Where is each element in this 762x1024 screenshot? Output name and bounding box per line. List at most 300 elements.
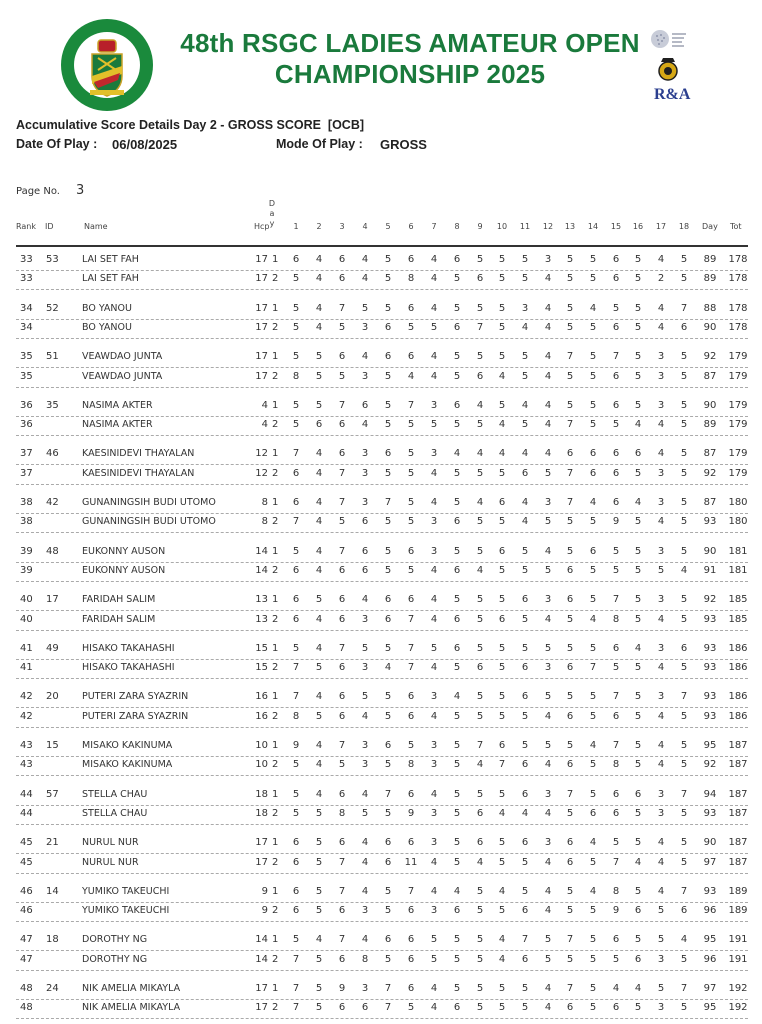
day-total-cell: 94: [703, 789, 717, 800]
hole-score-cell: 11: [404, 857, 418, 868]
col-header-hole: 11: [519, 222, 531, 231]
hole-score-cell: 5: [680, 273, 688, 284]
hole-score-cell: 4: [657, 886, 665, 897]
hcp-cell: 10: [255, 740, 268, 751]
hole-score-cell: 6: [498, 614, 506, 625]
hole-score-cell: 5: [384, 643, 392, 654]
hole-score-cell: 4: [544, 322, 552, 333]
hole-score-cell: 5: [384, 546, 392, 557]
hole-score-cell: 5: [634, 808, 642, 819]
score-row: [16, 659, 748, 679]
hole-score-cell: 4: [498, 954, 506, 965]
hole-score-cell: 3: [361, 497, 369, 508]
player-name-cell: DOROTHY NG: [82, 934, 148, 945]
hole-score-cell: 4: [544, 857, 552, 868]
hole-score-cell: 5: [407, 740, 415, 751]
hole-score-cell: 5: [453, 546, 461, 557]
hole-score-cell: 3: [657, 789, 665, 800]
hole-score-cell: 5: [315, 662, 323, 673]
hole-score-cell: 6: [292, 837, 300, 848]
hole-score-cell: 7: [338, 497, 346, 508]
hole-score-cell: 6: [476, 662, 484, 673]
round-day-cell: 2: [272, 905, 279, 916]
hole-score-cell: 5: [384, 273, 392, 284]
hole-score-cell: 5: [657, 905, 665, 916]
round-day-cell: 2: [272, 711, 279, 722]
hole-score-cell: 6: [453, 1002, 461, 1013]
hole-score-cell: 4: [430, 273, 438, 284]
hole-score-cell: 5: [589, 400, 597, 411]
hole-score-cell: 6: [338, 614, 346, 625]
hole-score-cell: 6: [338, 1002, 346, 1013]
hole-score-cell: 5: [680, 419, 688, 430]
day-total-cell: 96: [703, 954, 717, 965]
hole-score-cell: 4: [430, 662, 438, 673]
hole-score-cell: 4: [498, 934, 506, 945]
hole-score-cell: 5: [453, 419, 461, 430]
day-total-cell: 93: [703, 886, 717, 897]
hole-score-cell: 4: [315, 516, 323, 527]
hole-score-cell: 5: [589, 934, 597, 945]
score-row: [16, 640, 748, 660]
player-name-cell: DOROTHY NG: [82, 954, 148, 965]
hole-score-cell: 3: [657, 351, 665, 362]
hole-score-cell: 3: [361, 468, 369, 479]
hole-score-cell: 5: [566, 886, 574, 897]
hole-score-cell: 4: [315, 643, 323, 654]
hole-score-cell: 5: [384, 468, 392, 479]
overall-total-cell: 191: [728, 954, 748, 965]
player-id-cell: 24: [46, 983, 59, 994]
player-id-cell: 46: [46, 448, 59, 459]
hole-score-cell: 5: [612, 662, 620, 673]
hole-score-cell: 5: [384, 886, 392, 897]
hole-score-cell: 4: [430, 468, 438, 479]
hcp-cell: 13: [255, 594, 268, 605]
hole-score-cell: 5: [566, 808, 574, 819]
player-id-cell: 20: [46, 691, 59, 702]
hole-score-cell: 5: [589, 1002, 597, 1013]
hole-score-cell: 5: [566, 322, 574, 333]
overall-total-cell: 179: [728, 400, 748, 411]
player-name-cell: LAI SET FAH: [82, 254, 139, 265]
hole-score-cell: 7: [384, 497, 392, 508]
hole-score-cell: 5: [315, 905, 323, 916]
hole-score-cell: 3: [657, 1002, 665, 1013]
hole-score-cell: 5: [384, 254, 392, 265]
hole-score-cell: 6: [292, 594, 300, 605]
rank-cell: 43: [20, 740, 33, 751]
hole-score-cell: 5: [476, 419, 484, 430]
hole-score-cell: 5: [680, 254, 688, 265]
hcp-cell: 14: [255, 546, 268, 557]
hole-score-cell: 8: [612, 759, 620, 770]
rank-cell: 39: [20, 546, 33, 557]
hole-score-cell: 6: [338, 419, 346, 430]
hole-score-cell: 6: [384, 837, 392, 848]
hole-score-cell: 4: [430, 711, 438, 722]
rank-cell: 42: [20, 711, 33, 722]
hole-score-cell: 5: [315, 808, 323, 819]
hole-score-cell: 3: [430, 448, 438, 459]
hole-score-cell: 5: [384, 516, 392, 527]
col-header-day: Day: [702, 222, 718, 231]
hole-score-cell: 6: [634, 448, 642, 459]
hole-score-cell: 7: [292, 954, 300, 965]
day-total-cell: 92: [703, 594, 717, 605]
hole-score-cell: 5: [384, 691, 392, 702]
hole-score-cell: 6: [338, 837, 346, 848]
hole-score-cell: 4: [315, 614, 323, 625]
hole-score-cell: 6: [612, 371, 620, 382]
score-row: [16, 465, 748, 485]
hole-score-cell: 6: [292, 565, 300, 576]
hole-score-cell: 5: [566, 516, 574, 527]
round-day-cell: 2: [272, 857, 279, 868]
hole-score-cell: 5: [292, 789, 300, 800]
hole-score-cell: 6: [453, 254, 461, 265]
date-of-play-label: Date Of Play :: [16, 137, 98, 151]
hcp-cell: 15: [255, 662, 268, 673]
hole-score-cell: 5: [384, 371, 392, 382]
hole-score-cell: 5: [315, 857, 323, 868]
hcp-cell: 14: [255, 954, 268, 965]
day-total-cell: 96: [703, 905, 717, 916]
hole-score-cell: 5: [498, 468, 506, 479]
score-row: [16, 999, 748, 1019]
round-day-cell: 1: [272, 643, 279, 654]
hole-score-cell: 4: [315, 934, 323, 945]
hole-score-cell: 4: [498, 371, 506, 382]
player-name-cell: BO YANOU: [82, 303, 132, 314]
hole-score-cell: 4: [680, 934, 688, 945]
hole-score-cell: 3: [657, 954, 665, 965]
day-total-cell: 95: [703, 1002, 717, 1013]
rank-cell: 46: [20, 886, 33, 897]
hole-score-cell: 4: [498, 808, 506, 819]
day-total-cell: 97: [703, 983, 717, 994]
hole-score-cell: 6: [453, 643, 461, 654]
hole-score-cell: 7: [589, 662, 597, 673]
hole-score-cell: 7: [407, 400, 415, 411]
col-header-hole: 15: [610, 222, 622, 231]
hole-score-cell: 6: [338, 273, 346, 284]
col-header-name: Name: [84, 222, 108, 231]
overall-total-cell: 192: [728, 983, 748, 994]
hole-score-cell: 7: [338, 643, 346, 654]
overall-total-cell: 178: [728, 303, 748, 314]
hole-score-cell: 5: [589, 691, 597, 702]
hole-score-cell: 3: [657, 468, 665, 479]
overall-total-cell: 179: [728, 371, 748, 382]
hole-score-cell: 7: [566, 419, 574, 430]
hole-score-cell: 5: [430, 322, 438, 333]
hole-score-cell: 5: [680, 759, 688, 770]
hole-score-cell: 5: [476, 789, 484, 800]
hole-score-cell: 3: [657, 546, 665, 557]
hole-score-cell: 4: [361, 837, 369, 848]
player-id-cell: 48: [46, 546, 59, 557]
hole-score-cell: 3: [657, 691, 665, 702]
hole-score-cell: 4: [315, 740, 323, 751]
hole-score-cell: 4: [589, 497, 597, 508]
hole-score-cell: 7: [612, 857, 620, 868]
overall-total-cell: 185: [728, 594, 748, 605]
player-name-cell: KAESINIDEVI THAYALAN: [82, 448, 195, 459]
round-day-cell: 2: [272, 468, 279, 479]
hole-score-cell: 5: [634, 1002, 642, 1013]
hole-score-cell: 4: [315, 691, 323, 702]
hole-score-cell: 6: [407, 789, 415, 800]
hole-score-cell: 6: [612, 273, 620, 284]
hole-score-cell: 6: [521, 905, 529, 916]
hole-score-cell: 5: [680, 351, 688, 362]
hole-score-cell: 7: [292, 516, 300, 527]
wagr-logo: [650, 28, 690, 50]
hole-score-cell: 6: [407, 254, 415, 265]
player-name-cell: KAESINIDEVI THAYALAN: [82, 468, 195, 479]
hole-score-cell: 6: [453, 322, 461, 333]
hole-score-cell: 3: [361, 614, 369, 625]
hole-score-cell: 3: [544, 789, 552, 800]
hole-score-cell: 4: [544, 1002, 552, 1013]
hole-score-cell: 5: [292, 419, 300, 430]
score-row: [16, 251, 748, 271]
hole-score-cell: 4: [521, 448, 529, 459]
hole-score-cell: 3: [657, 643, 665, 654]
hole-score-cell: 4: [589, 614, 597, 625]
round-day-cell: 1: [272, 789, 279, 800]
hole-score-cell: 5: [498, 711, 506, 722]
hole-score-cell: 5: [292, 322, 300, 333]
hcp-cell: 17: [255, 254, 268, 265]
hole-score-cell: 5: [430, 643, 438, 654]
hole-score-cell: 3: [430, 691, 438, 702]
hole-score-cell: 4: [315, 322, 323, 333]
player-id-cell: 35: [46, 400, 59, 411]
hole-score-cell: 5: [315, 711, 323, 722]
rank-cell: 36: [20, 400, 33, 411]
day-total-cell: 92: [703, 759, 717, 770]
round-day-cell: 2: [272, 662, 279, 673]
col-header-hole: 8: [454, 222, 460, 231]
hole-score-cell: 7: [680, 983, 688, 994]
hole-score-cell: 4: [544, 886, 552, 897]
col-header-tot: Tot: [730, 222, 742, 231]
hole-score-cell: 5: [521, 546, 529, 557]
hole-score-cell: 4: [384, 662, 392, 673]
overall-total-cell: 181: [728, 565, 748, 576]
score-row: [16, 951, 748, 971]
hole-score-cell: 5: [589, 322, 597, 333]
col-header-id: ID: [45, 222, 54, 231]
score-row: [16, 591, 748, 611]
hole-score-cell: 3: [657, 400, 665, 411]
hole-score-cell: 5: [521, 614, 529, 625]
hole-score-cell: 6: [407, 546, 415, 557]
hole-score-cell: 3: [430, 400, 438, 411]
hole-score-cell: 5: [476, 614, 484, 625]
hole-score-cell: 3: [361, 905, 369, 916]
hole-score-cell: 5: [407, 497, 415, 508]
day-total-cell: 87: [703, 371, 717, 382]
hole-score-cell: 6: [612, 254, 620, 265]
hcp-cell: 17: [255, 303, 268, 314]
hole-score-cell: 4: [361, 857, 369, 868]
hole-score-cell: 7: [384, 789, 392, 800]
hole-score-cell: 5: [657, 934, 665, 945]
hole-score-cell: 6: [361, 565, 369, 576]
day-total-cell: 92: [703, 468, 717, 479]
hole-score-cell: 7: [338, 740, 346, 751]
hole-score-cell: 5: [589, 905, 597, 916]
hcp-cell: 17: [255, 273, 268, 284]
player-name-cell: NIK AMELIA MIKAYLA: [82, 1002, 181, 1013]
hole-score-cell: 5: [521, 254, 529, 265]
hole-score-cell: 4: [544, 759, 552, 770]
hole-score-cell: 5: [566, 400, 574, 411]
hole-score-cell: 5: [544, 565, 552, 576]
hcp-cell: 10: [255, 759, 268, 770]
day-letter: y: [269, 219, 275, 228]
hole-score-cell: 6: [407, 691, 415, 702]
hole-score-cell: 7: [338, 886, 346, 897]
round-day-cell: 2: [272, 419, 279, 430]
hole-score-cell: 4: [612, 983, 620, 994]
hole-score-cell: 4: [657, 614, 665, 625]
hcp-cell: 16: [255, 711, 268, 722]
hole-score-cell: 5: [521, 886, 529, 897]
hole-score-cell: 5: [407, 322, 415, 333]
hole-score-cell: 7: [566, 351, 574, 362]
hole-score-cell: 3: [430, 740, 438, 751]
rank-cell: 39: [20, 565, 33, 576]
hole-score-cell: 4: [476, 759, 484, 770]
hole-score-cell: 4: [544, 711, 552, 722]
hole-score-cell: 5: [544, 934, 552, 945]
hole-score-cell: 5: [384, 808, 392, 819]
hole-score-cell: 4: [453, 691, 461, 702]
hole-score-cell: 4: [476, 497, 484, 508]
hole-score-cell: 7: [498, 759, 506, 770]
hole-score-cell: 5: [453, 711, 461, 722]
score-row: [16, 397, 748, 417]
score-row: [16, 786, 748, 806]
hole-score-cell: 5: [498, 691, 506, 702]
hole-score-cell: 5: [476, 905, 484, 916]
overall-total-cell: 191: [728, 934, 748, 945]
hole-score-cell: 4: [430, 497, 438, 508]
player-name-cell: HISAKO TAKAHASHI: [82, 643, 175, 654]
hole-score-cell: 6: [315, 419, 323, 430]
hole-score-cell: 5: [589, 351, 597, 362]
hole-score-cell: 4: [430, 594, 438, 605]
hole-score-cell: 4: [544, 546, 552, 557]
rank-cell: 33: [20, 273, 33, 284]
hole-score-cell: 3: [361, 740, 369, 751]
hole-score-cell: 5: [544, 691, 552, 702]
hole-score-cell: 3: [361, 371, 369, 382]
hole-score-cell: 6: [566, 837, 574, 848]
hole-score-cell: 4: [544, 400, 552, 411]
hole-score-cell: 6: [589, 546, 597, 557]
hole-score-cell: 4: [361, 419, 369, 430]
overall-total-cell: 180: [728, 497, 748, 508]
hole-score-cell: 7: [476, 322, 484, 333]
hole-score-cell: 7: [407, 643, 415, 654]
hole-score-cell: 5: [521, 419, 529, 430]
score-row: [16, 902, 748, 922]
rank-cell: 48: [20, 983, 33, 994]
hole-score-cell: 5: [566, 371, 574, 382]
hole-score-cell: 9: [612, 516, 620, 527]
hole-score-cell: 4: [476, 565, 484, 576]
player-name-cell: VEAWDAO JUNTA: [82, 351, 163, 362]
hole-score-cell: 5: [430, 934, 438, 945]
hole-score-cell: 6: [338, 594, 346, 605]
col-header-hole: 16: [632, 222, 644, 231]
page-number-value: 3: [76, 183, 85, 198]
score-row: [16, 834, 748, 854]
hole-score-cell: 5: [498, 837, 506, 848]
hole-score-cell: 5: [453, 934, 461, 945]
hole-score-cell: 6: [521, 837, 529, 848]
overall-total-cell: 186: [728, 662, 748, 673]
hole-score-cell: 6: [612, 711, 620, 722]
hole-score-cell: 5: [476, 934, 484, 945]
round-day-cell: 1: [272, 497, 279, 508]
hole-score-cell: 4: [430, 614, 438, 625]
hole-score-cell: 6: [292, 614, 300, 625]
hole-score-cell: 7: [384, 1002, 392, 1013]
hole-score-cell: 6: [498, 497, 506, 508]
hole-score-cell: 7: [338, 546, 346, 557]
hole-score-cell: 5: [453, 594, 461, 605]
player-name-cell: VEAWDAO JUNTA: [82, 371, 163, 382]
hole-score-cell: 6: [338, 448, 346, 459]
hole-score-cell: 6: [612, 448, 620, 459]
hcp-cell: 18: [255, 789, 268, 800]
day-total-cell: 93: [703, 643, 717, 654]
hole-score-cell: 4: [315, 789, 323, 800]
overall-total-cell: 187: [728, 808, 748, 819]
hole-score-cell: 8: [612, 886, 620, 897]
hole-score-cell: 7: [407, 886, 415, 897]
player-name-cell: PUTERI ZARA SYAZRIN: [82, 691, 189, 702]
hole-score-cell: 5: [292, 546, 300, 557]
hole-score-cell: 6: [292, 905, 300, 916]
hole-score-cell: 5: [680, 1002, 688, 1013]
hole-score-cell: 6: [384, 448, 392, 459]
hole-score-cell: 4: [680, 565, 688, 576]
hole-score-cell: 7: [292, 448, 300, 459]
hole-score-cell: 4: [657, 419, 665, 430]
hole-score-cell: 3: [430, 516, 438, 527]
hole-score-cell: 5: [498, 273, 506, 284]
score-row: [16, 883, 748, 903]
score-row: [16, 854, 748, 874]
hole-score-cell: 5: [589, 857, 597, 868]
hole-score-cell: 5: [589, 789, 597, 800]
hole-score-cell: 4: [361, 273, 369, 284]
hole-score-cell: 6: [384, 614, 392, 625]
hole-score-cell: 5: [634, 565, 642, 576]
day-total-cell: 93: [703, 808, 717, 819]
hole-score-cell: 5: [430, 419, 438, 430]
hole-score-cell: 5: [634, 546, 642, 557]
round-day-cell: 2: [272, 273, 279, 284]
hole-score-cell: 5: [384, 419, 392, 430]
